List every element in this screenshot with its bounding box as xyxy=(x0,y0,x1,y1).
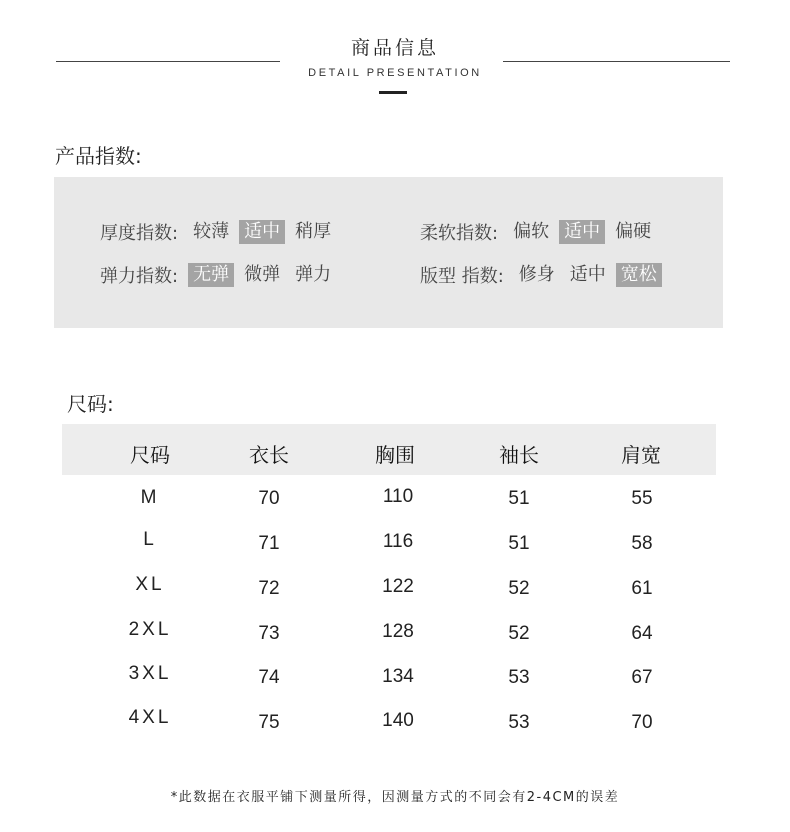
table-cell: 52 xyxy=(508,578,530,599)
index-option: 修身 xyxy=(518,264,555,285)
index-option: 稍厚 xyxy=(295,221,332,242)
size-section-label: 尺码: xyxy=(67,392,114,416)
table-cell: 122 xyxy=(382,576,414,597)
index-row-fit xyxy=(420,262,667,288)
index-option: 较薄 xyxy=(193,221,230,242)
table-cell: 134 xyxy=(382,666,414,687)
table-cell: 51 xyxy=(508,488,530,509)
index-label: 厚度指数: xyxy=(100,223,179,244)
table-cell: 52 xyxy=(508,623,530,644)
table-cell: 61 xyxy=(631,578,653,599)
index-label: 柔软指数: xyxy=(420,223,499,244)
table-cell: 70 xyxy=(631,712,653,733)
table-cell-size: 4XL xyxy=(128,707,172,728)
header-left-rule xyxy=(56,61,280,62)
page-subtitle: DETAIL PRESENTATION xyxy=(308,67,482,79)
table-header-cell: 袖长 xyxy=(499,443,539,467)
table-header-cell: 衣长 xyxy=(249,443,289,467)
table-cell: 58 xyxy=(631,533,653,554)
table-cell: 53 xyxy=(508,667,530,688)
table-cell: 67 xyxy=(631,667,653,688)
index-option-selected: 适中 xyxy=(559,220,605,244)
table-cell: 55 xyxy=(631,488,653,509)
table-cell: 64 xyxy=(631,623,653,644)
index-option: 适中 xyxy=(569,264,606,285)
table-header-cell: 尺码 xyxy=(130,443,170,467)
table-cell: 71 xyxy=(258,533,280,554)
table-cell: 73 xyxy=(258,623,280,644)
table-cell-size: 2XL xyxy=(128,619,172,640)
index-section-label: 产品指数: xyxy=(55,144,142,168)
header-right-rule xyxy=(503,61,730,62)
table-cell: 116 xyxy=(382,531,414,552)
table-cell-size: M xyxy=(140,487,160,508)
table-cell-size: L xyxy=(143,529,157,550)
table-cell: 72 xyxy=(258,578,280,599)
table-cell: 110 xyxy=(382,486,414,507)
table-header-cell: 肩宽 xyxy=(621,443,661,467)
title-underline xyxy=(379,91,407,94)
table-cell: 140 xyxy=(382,710,414,731)
index-option: 偏硬 xyxy=(615,221,652,242)
table-cell: 70 xyxy=(258,488,280,509)
table-cell: 128 xyxy=(382,621,414,642)
measurement-footnote: *此数据在衣服平铺下测量所得，因测量方式的不同会有2-4CM的误差 xyxy=(170,790,620,805)
index-option-selected: 无弹 xyxy=(188,263,234,287)
index-row-thickness xyxy=(100,219,341,245)
index-label: 弹力指数: xyxy=(100,266,179,287)
index-box xyxy=(54,177,723,328)
table-header-cell: 胸围 xyxy=(375,443,415,467)
table-cell: 51 xyxy=(508,533,530,554)
index-row-elasticity xyxy=(100,262,341,288)
index-option: 偏软 xyxy=(513,221,550,242)
page-title: 商品信息 xyxy=(350,37,439,59)
index-option-selected: 适中 xyxy=(239,220,285,244)
index-row-softness xyxy=(420,219,661,245)
table-cell-size: XL xyxy=(135,574,165,595)
table-cell: 53 xyxy=(508,712,530,733)
table-cell: 74 xyxy=(258,667,280,688)
table-cell: 75 xyxy=(258,712,280,733)
table-cell-size: 3XL xyxy=(128,663,172,684)
index-option-selected: 宽松 xyxy=(616,263,662,287)
index-option: 微弹 xyxy=(244,264,281,285)
index-label: 版型 指数: xyxy=(420,266,504,287)
index-option: 弹力 xyxy=(295,264,332,285)
